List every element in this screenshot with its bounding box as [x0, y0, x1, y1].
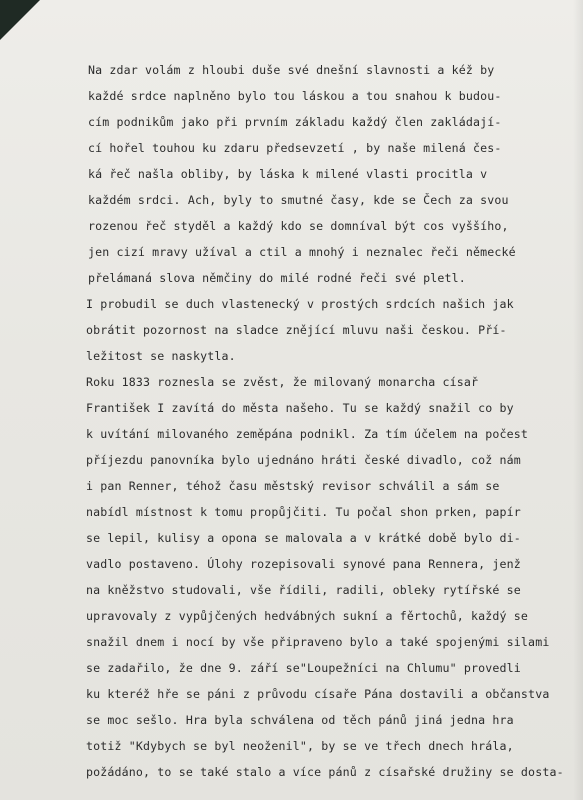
text-line: vadlo postaveno. Úlohy rozepisovali synové pana Rennera, jenž — [86, 557, 521, 571]
text-line: snažil dnem i nocí by vše připraveno bylo a také spojenými silami — [86, 635, 550, 649]
text-line: Roku 1833 roznesla se zvěst, že milovaný monarcha císař — [86, 375, 479, 389]
text-line: upravovaly z vypůjčených hedvábných sukní a fěrtochů, každý se — [86, 609, 529, 623]
text-line: jen cizí mravy užíval a ctil a mnohý i neznalec řeči německé — [88, 245, 516, 259]
text-line: totiž "Kdybych se byl neoženil", by se ve třech dnech hrála, — [86, 739, 514, 753]
text-line: obrátit pozornost na sladce znějící mluvu naši českou. Pří- — [86, 323, 507, 337]
text-line: každém srdci. Ach, byly to smutné časy, kde se Čech za svou — [88, 193, 509, 207]
text-line: I probudil se duch vlastenecký v prostých srdcích našich jak — [86, 297, 514, 311]
text-line: se lepil, kulisy a opona se malovala a v krátké době bylo di- — [86, 531, 521, 545]
dark-corner — [0, 0, 40, 40]
page-edge-shadow — [573, 0, 583, 800]
text-line: ku kteréž hře se páni z průvodu císaře Pána dostavili a občanstva — [86, 687, 550, 701]
text-line: každé srdce naplněno bylo tou láskou a tou snahou k budou- — [88, 89, 502, 103]
text-line: nabídl místnost k tomu propůjčiti. Tu počal shon prken, papír — [86, 505, 521, 519]
text-line: přelámaná slova němčiny do milé rodné řeči své pletl. — [88, 271, 466, 285]
text-line: i pan Renner, téhož času městský revisor schválil a sám se — [86, 479, 500, 493]
text-line: Na zdar volám z hloubi duše své dnešní slavnosti a kéž by — [88, 63, 495, 77]
text-line: k uvítání milovaného zeměpána podnikl. Za tím účelem na počest — [86, 427, 529, 441]
text-line: požádáno, to se také stalo a více pánů z císařské družiny se dosta- — [86, 765, 564, 779]
text-line: rozenou řeč styděl a každý kdo se domníval být cos vyššího, — [88, 219, 509, 233]
text-line: cím podnikům jako při prvním základu každý člen zakládají- — [88, 115, 502, 129]
text-line: ká řeč našla obliby, by láska k milené vlasti procitla v — [88, 167, 488, 181]
text-line: cí hořel touhou ku zdaru předsevzetí , by naše milená čes- — [88, 141, 502, 155]
text-line: ležitost se naskytla. — [86, 349, 236, 363]
text-line: se zadařilo, že dne 9. září se"Loupežníci na Chlumu" provedli — [86, 661, 521, 675]
text-line: František I zavítá do města našeho. Tu se každý snažil co by — [86, 401, 514, 415]
text-line: se moc sešlo. Hra byla schválena od těch pánů jiná jedna hra — [86, 713, 514, 727]
text-line: na kněžstvo studovali, vše řídili, radili, obleky rytířské se — [86, 583, 521, 597]
text-line: příjezdu panovníka bylo ujednáno hráti české divadlo, což nám — [86, 453, 521, 467]
